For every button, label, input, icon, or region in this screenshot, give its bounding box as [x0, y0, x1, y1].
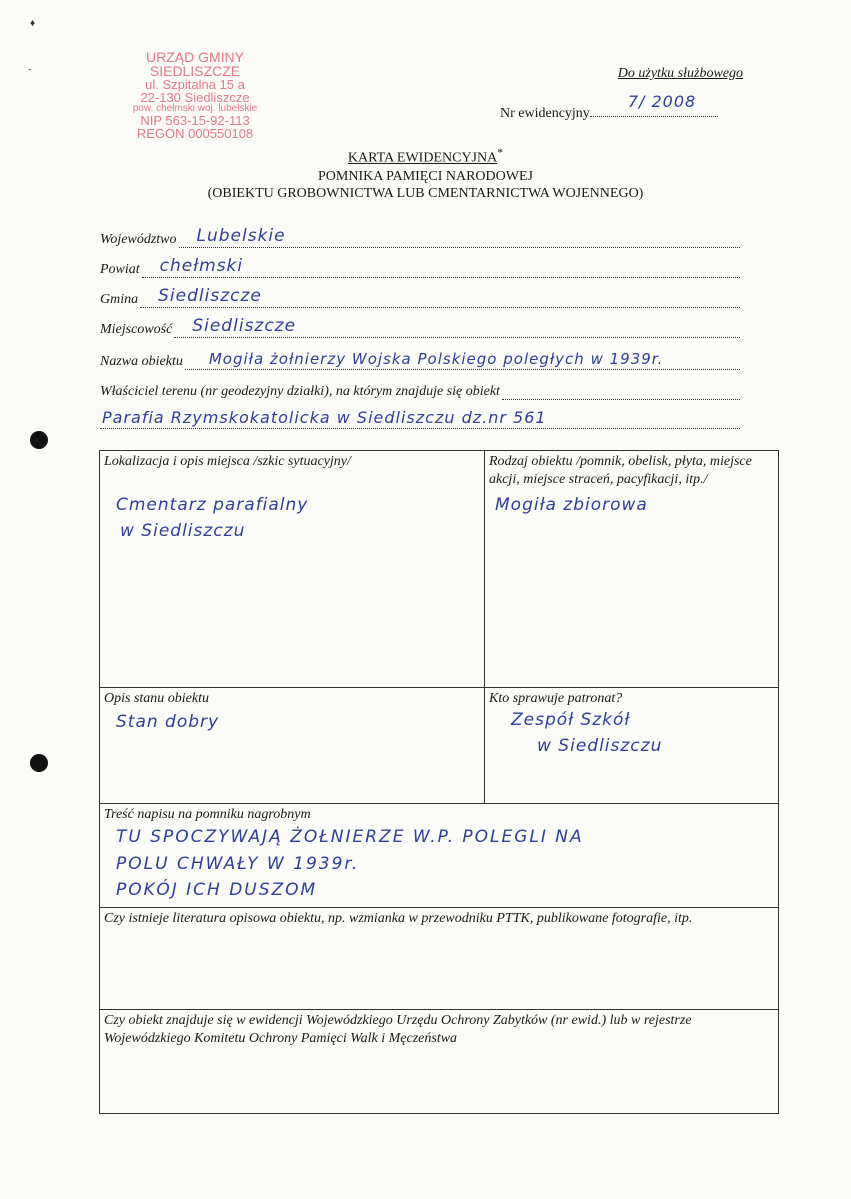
cell-lokalizacja [100, 451, 485, 688]
field-label: Właściciel terenu (nr geodezyjny działki), na którym znajduje się obiekt [100, 384, 500, 399]
corner-mark: ˜ [28, 68, 32, 79]
cell-value: Mogiła zbiorowa [495, 495, 648, 516]
stamp-line: NIP 563-15-92-113 [140, 113, 250, 128]
field-wlasciciel-value [100, 408, 740, 429]
cell-label: Kto sprawuje patronat? [489, 691, 623, 706]
evidence-value: 7/ 2008 [627, 92, 697, 111]
title-sub2: (OBIEKTU GROBOWNICTWA LUB CMENTARNICTWA WOJENNEGO) [207, 186, 644, 202]
field-powiat [100, 256, 740, 278]
field-value: Mogiła żołnierzy Wojska Polskiego poległych w 1939r. [208, 350, 664, 368]
stamp-line: pow. chełmski woj. lubelskie [132, 103, 258, 114]
office-stamp [100, 50, 290, 140]
field-value: chełmski [159, 256, 244, 276]
field-gmina [100, 286, 740, 308]
field-value: Lubelskie [196, 226, 286, 246]
cell-label: Opis stanu obiektu [104, 691, 209, 706]
field-label: Miejscowość [100, 322, 173, 337]
cell-value: Cmentarz parafialny [116, 495, 309, 516]
cell-value: Stan dobry [116, 712, 220, 733]
official-use-note: Do użytku służbowego [617, 66, 743, 81]
evidence-number [500, 92, 718, 122]
title-asterisk: * [497, 146, 504, 159]
cell-ewidencja [100, 1010, 779, 1114]
details-table [99, 450, 779, 1114]
cell-label: Lokalizacja i opis miejsca /szkic sytuacyjny/ [104, 454, 351, 469]
field-nazwa [100, 350, 740, 370]
corner-mark: ♦ [30, 18, 36, 29]
stamp-line: URZĄD GMINY SIEDLISZCZE [146, 49, 244, 79]
cell-label: Czy istnieje literatura opisowa obiektu, np. wzmianka w przewodniku PTTK, publikowane fotografie, itp. [104, 911, 693, 926]
cell-napis [100, 804, 779, 908]
field-label: Powiat [100, 262, 140, 277]
field-value: Parafia Rzymskokatolicka w Siedliszczu dz.nr 561 [102, 408, 547, 427]
stamp-line: 22-130 Siedliszcze [140, 90, 250, 105]
title-main: KARTA EWIDENCYJNA [347, 150, 498, 166]
field-miejscowosc [100, 316, 740, 338]
field-label: Gmina [100, 292, 139, 307]
title-sub: POMNIKA PAMIĘCI NARODOWEJ [318, 168, 533, 184]
cell-label: Treść napisu na pomniku nagrobnym [104, 807, 311, 822]
cell-value: w Siedliszczu [537, 735, 663, 756]
stamp-line: REGON 000550108 [136, 126, 254, 141]
cell-rodzaj [485, 451, 779, 688]
cell-value: POLU CHWAŁY W 1939r. [116, 853, 360, 874]
cell-literatura [100, 908, 779, 1010]
cell-value: POKÓJ ICH DUSZOM [116, 879, 318, 900]
binder-hole [30, 431, 48, 449]
cell-opis-stanu [100, 688, 485, 804]
cell-label: Rodzaj obiektu /pomnik, obelisk, płyta, miejsce akcji, miejsce straceń, pacyfikacji, itp./ [489, 454, 752, 488]
field-label: Województwo [100, 232, 177, 247]
stamp-line: ul. Szpitalna 15 a [145, 77, 245, 92]
cell-value: Zespół Szkół [511, 710, 631, 731]
form-title [0, 146, 851, 203]
evidence-label: Nr ewidencyjny [500, 106, 590, 121]
field-wlasciciel-label [100, 384, 740, 400]
field-wojewodztwo [100, 226, 740, 248]
field-label: Nazwa obiektu [100, 354, 183, 369]
cell-patronat [485, 688, 779, 804]
field-value: Siedliszcze [158, 286, 262, 306]
field-value: Siedliszcze [192, 316, 297, 336]
cell-label: Czy obiekt znajduje się w ewidencji Wojewódzkiego Urzędu Ochrony Zabytków (nr ewid.) lub w rejestrze Wojewódzkiego Komitetu Ochrony Pamięci Walk i Męczeństwa [104, 1013, 692, 1047]
cell-value: TU SPOCZYWAJĄ ŻOŁNIERZE W.P. POLEGLI NA [116, 827, 584, 848]
cell-value: w Siedliszczu [120, 520, 246, 541]
binder-hole [30, 754, 48, 772]
